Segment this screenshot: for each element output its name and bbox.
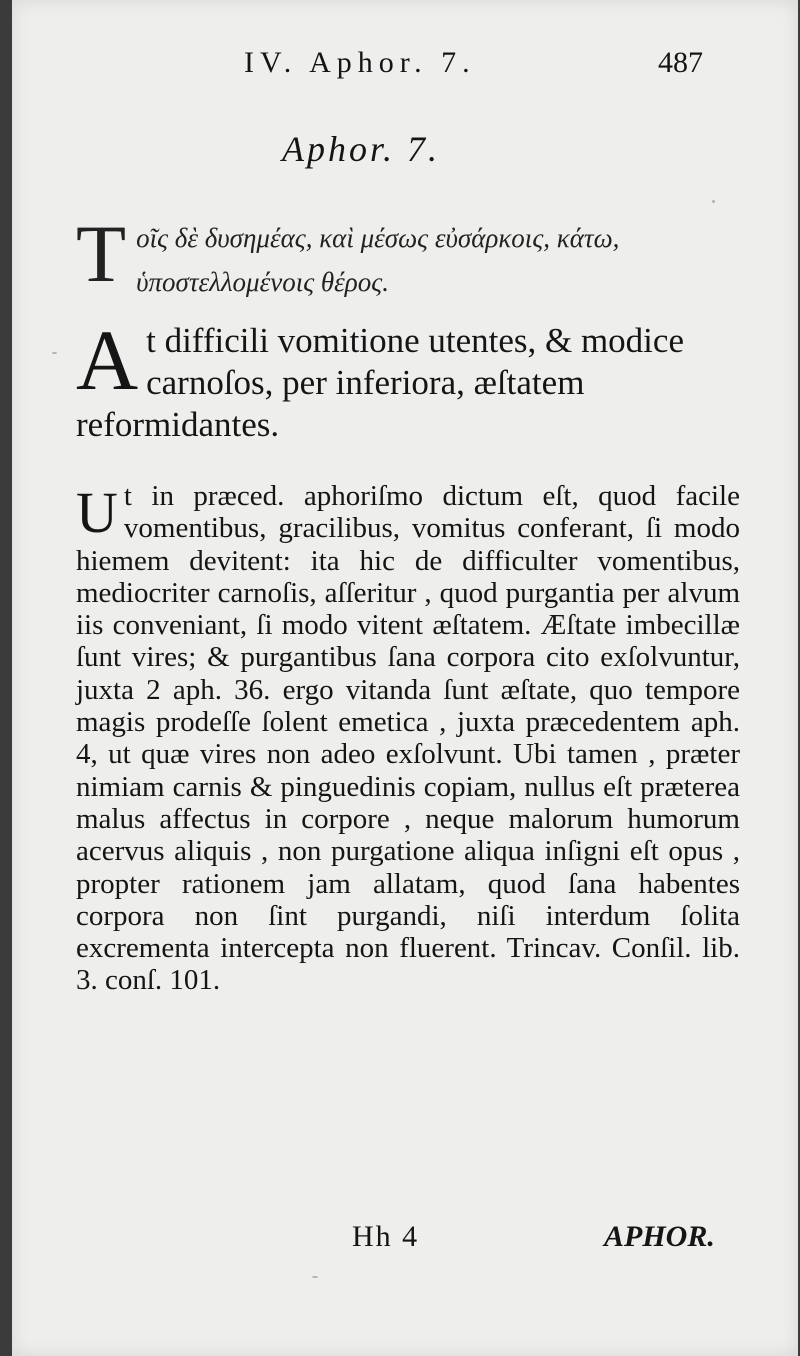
book-page — [12, 0, 798, 1356]
greek-drop-cap: T — [76, 208, 127, 299]
greek-aphorism-text: οῖς δὲ δυσημέας, καὶ μέσως εὐσάρκοις, κάτω, ὑποστελλομένοις θέρος. — [136, 223, 620, 297]
page-number: 487 — [658, 46, 703, 79]
commentary-drop-cap: U — [76, 480, 118, 545]
paper-speck — [312, 1276, 318, 1278]
catchword: APHOR. — [604, 1220, 715, 1253]
greek-aphorism — [76, 208, 726, 304]
commentary-text: t in præced. aphoriſmo dictum eſt, quod facile vomentibus, gracilibus, vomitus conferant, ſi modo hiemem devitent: ita hic de difficulter vomentibus, mediocriter carnoſis, aſſeritur , quod purgantia per alvum iis conveniant, ſi modo vitent æſtatem. Æſtate imbecillæ ſunt vires; & purgantibus ſana corpora cito exſolvuntur, juxta 2 aph. 36. ergo vitanda ſunt æſtate, quo tempore magis prodeſſe ſolent emetica , juxta præcedentem aph. 4, ut quæ vires non adeo exſolvunt. Ubi tamen , præter nimiam carnis & pinguedinis copiam, nullus eſt præterea malus affectus in corpore , neque malorum humorum acervus aliquis , non purgatione aliqua inſigni eſt opus , propter rationem jam allatam, quod ſana habentes corpora non ſint purgandi, niſi interdum ſolita excrementa intercepta non fluerent. Trincav. Conſil. lib. 3. conſ. 101. — [76, 480, 740, 997]
page-footer — [12, 1220, 798, 1260]
latin-aphorism — [76, 312, 726, 446]
latin-aphorism-text: t difficili vomitione utentes, & modice carnoſos, per inferiora, æſtatem reformidantes. — [76, 321, 684, 444]
commentary — [76, 480, 740, 997]
latin-drop-cap: A — [76, 312, 139, 408]
paper-speck — [52, 352, 57, 354]
signature-mark: Hh 4 — [352, 1220, 420, 1253]
running-header — [12, 46, 798, 86]
paper-speck — [712, 200, 715, 203]
running-title: IV. Aphor. 7. — [244, 46, 476, 79]
section-title: Aphor. 7. — [282, 129, 441, 169]
